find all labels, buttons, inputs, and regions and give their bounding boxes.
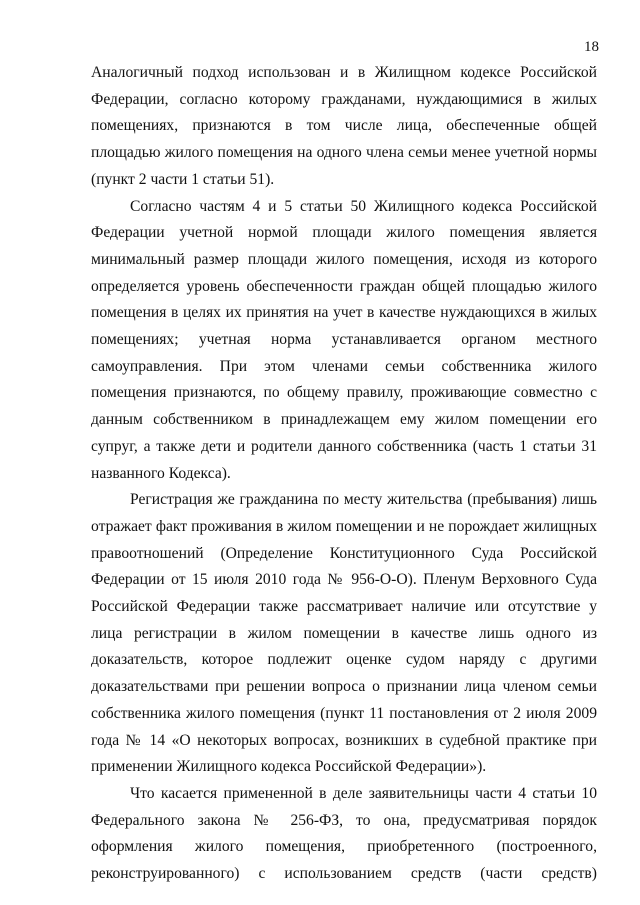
paragraph-continuation: Аналогичный подход использован и в Жилищном кодексе Российской Федерации, согласно которому гражданами, нуждающимися в жилых помещениях, признаются в том числе лица, обеспеченные общей площадью жилого помещения на одного члена семьи менее учетной нормы (пункт 2 части 1 статьи 51). <box>91 64 597 188</box>
paragraph-federal-law: Что касается примененной в деле заявительницы части 4 статьи 10 Федерального закона № 256-ФЗ, то она, предусматривая порядок оформления жилого помещения, приобретенного (построенного, реконструированного) с использованием средств (части средств) <box>91 784 597 883</box>
body-text <box>91 60 597 888</box>
paragraph-registration-norm: Согласно частям 4 и 5 статьи 50 Жилищного кодекса Российской Федерации учетной нормой площади жилого помещения является минимальный размер площади жилого помещения, исходя из которого определяется уровень обеспеченности граждан общей площадью жилого помещения в целях их принятия на учет в качестве нуждающихся в жилых помещениях; учетная норма устанавливается органом местного самоуправления. При этом членами семьи собственника жилого помещения признаются, по общему правилу, проживающие совместно с данным собственником в принадлежащем ему жилом помещении его супруг, а также дети и родители данного собственника (часть 1 статьи 31 названного Кодекса). <box>91 197 597 482</box>
page-number: 18 <box>584 39 599 55</box>
paragraph-residence-registration: Регистрация же гражданина по месту жительства (пребывания) лишь отражает факт проживания в жилом помещении и не порождает жилищных правоотношений (Определение Конституционного Суда Российской Федерации от 15 июля 2010 года № 956-О-О). Пленум Верховного Суда Российской Федерации также рассматривает наличие или отсутствие у лица регистрации в жилом помещении в качестве лишь одного из доказательств, которое подлежит оценке судом наряду с другими доказательствами при решении вопроса о признании лица членом семьи собственника жилого помещения (пункт 11 постановления от 2 июля 2009 года № 14 «О некоторых вопросах, возникших в судебной практике при применении Жилищного кодекса Российской Федерации»). <box>91 491 597 776</box>
